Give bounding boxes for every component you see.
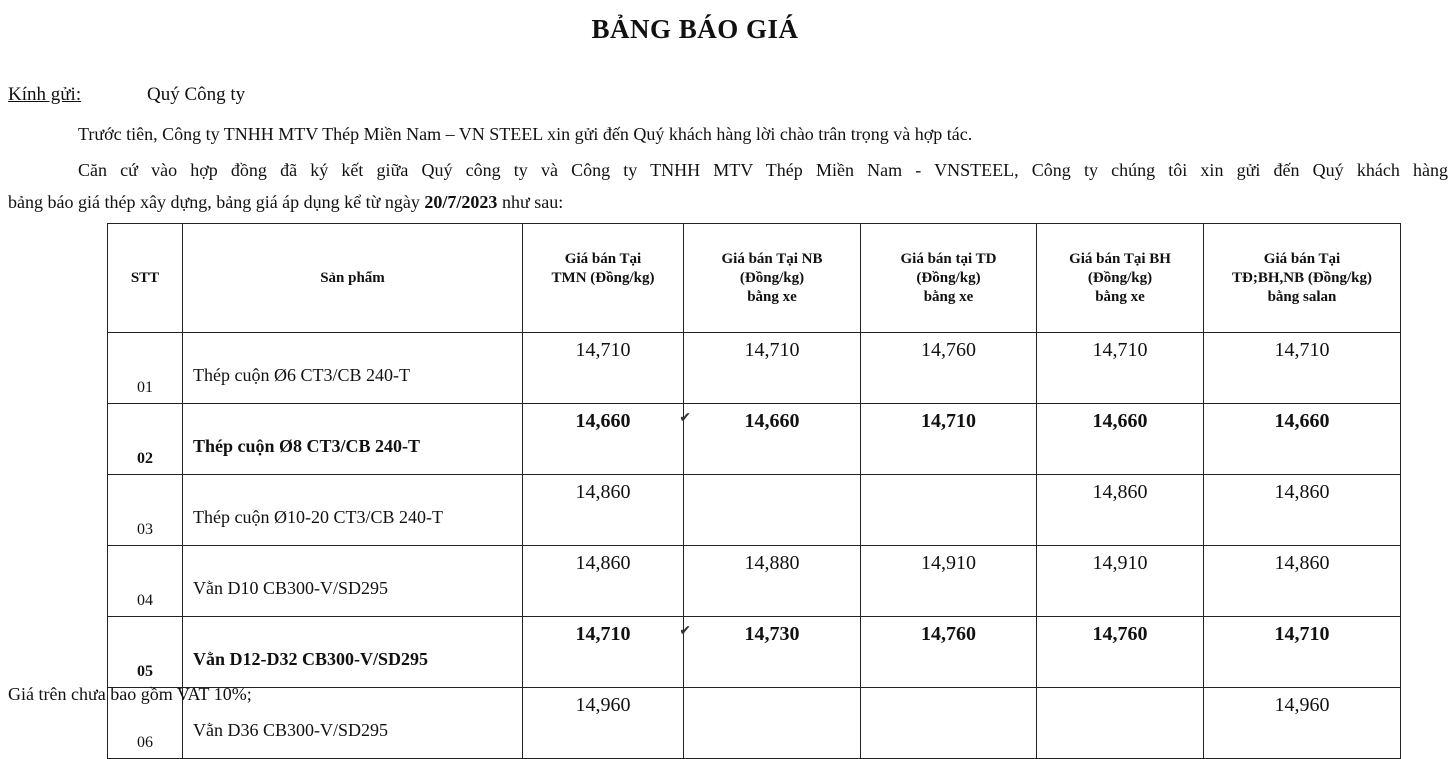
header-price-bh: Giá bán Tại BH (Đồng/kg) bằng xe [1037,224,1204,333]
row-stt: 04 [108,546,183,617]
price-tmn: 14,860 [523,546,684,617]
vat-note: Giá trên chưa bao gồm VAT 10%; [8,684,252,704]
intro-paragraph-line-2 [8,192,563,213]
row-product: Vằn D10 CB300-V/SD295 [183,546,523,617]
price-bh: 14,860 [1037,475,1204,546]
intro-suffix: như sau: [501,192,564,212]
price-bh: 14,660 [1037,404,1204,475]
table-header-row [108,224,1401,333]
row-stt: 05 [108,617,183,688]
row-product: Vằn D36 CB300-V/SD295 [183,688,523,759]
price-td: 14,710 [861,404,1037,475]
price-nb: 14,730 [684,617,861,688]
document-title: BẢNG BÁO GIÁ [591,14,799,44]
price-salan: 14,960 [1204,688,1401,759]
price-bh: 14,910 [1037,546,1204,617]
table-row [108,475,1401,546]
price-nb [684,475,861,546]
price-nb: 14,880 [684,546,861,617]
price-td: 14,760 [861,617,1037,688]
intro-paragraph-line-1: Căn cứ vào hợp đồng đã ký kết giữa Quý công ty và Công ty TNHH MTV Thép Miền Nam - VNSTEEL, Công ty chúng tôi xin gửi đến Quý khách hàng [78,160,1448,180]
row-stt: 01 [108,333,183,404]
header-price-tmn: Giá bán Tại TMN (Đồng/kg) [523,224,684,333]
price-tmn: 14,710 [523,333,684,404]
price-tmn: 14,710 ✔︎ [523,617,684,688]
price-bh: 14,760 [1037,617,1204,688]
price-tmn: 14,960 [523,688,684,759]
table-row [108,617,1401,688]
table-row [108,333,1401,404]
row-product: Vằn D12-D32 CB300-V/SD295 [183,617,523,688]
recipient-label: Kính gửi: [8,84,82,105]
price-td: 14,910 [861,546,1037,617]
header-price-td: Giá bán tại TD (Đồng/kg) bằng xe [861,224,1037,333]
header-price-salan: Giá bán Tại TĐ;BH,NB (Đồng/kg) bằng salan [1204,224,1401,333]
price-td [861,688,1037,759]
row-stt: 03 [108,475,183,546]
price-tmn: 14,860 [523,475,684,546]
recipient-value: Quý Công ty [147,84,246,105]
header-stt: STT [108,224,183,333]
price-table [107,223,1401,759]
row-product: Thép cuộn Ø8 CT3/CB 240-T [183,404,523,475]
price-nb: 14,660 [684,404,861,475]
row-stt: 02 [108,404,183,475]
price-nb: 14,710 [684,333,861,404]
effective-date: 20/7/2023 [424,192,498,212]
handwritten-tick-icon: ✔︎ [679,411,691,426]
price-salan: 14,710 [1204,333,1401,404]
header-price-nb: Giá bán Tại NB (Đồng/kg) bằng xe [684,224,861,333]
price-bh: 14,710 [1037,333,1204,404]
price-salan: 14,710 [1204,617,1401,688]
price-salan: 14,660 [1204,404,1401,475]
handwritten-tick-icon: ✔︎ [679,624,691,639]
intro-prefix: bảng báo giá thép xây dựng, bảng giá áp dụng kể từ ngày [8,192,420,212]
row-product: Thép cuộn Ø6 CT3/CB 240-T [183,333,523,404]
greeting-paragraph: Trước tiên, Công ty TNHH MTV Thép Miền Nam – VN STEEL xin gửi đến Quý khách hàng lời chào trân trọng và hợp tác. [78,124,973,144]
table-row [108,688,1401,759]
header-product: Sản phẩm [183,224,523,333]
price-bh [1037,688,1204,759]
row-product: Thép cuộn Ø10-20 CT3/CB 240-T [183,475,523,546]
price-td: 14,760 [861,333,1037,404]
table-row [108,546,1401,617]
row-stt: 06 [108,688,183,759]
table-row [108,404,1401,475]
price-salan: 14,860 [1204,475,1401,546]
price-tmn: 14,660 ✔︎ [523,404,684,475]
price-salan: 14,860 [1204,546,1401,617]
price-nb [684,688,861,759]
price-td [861,475,1037,546]
